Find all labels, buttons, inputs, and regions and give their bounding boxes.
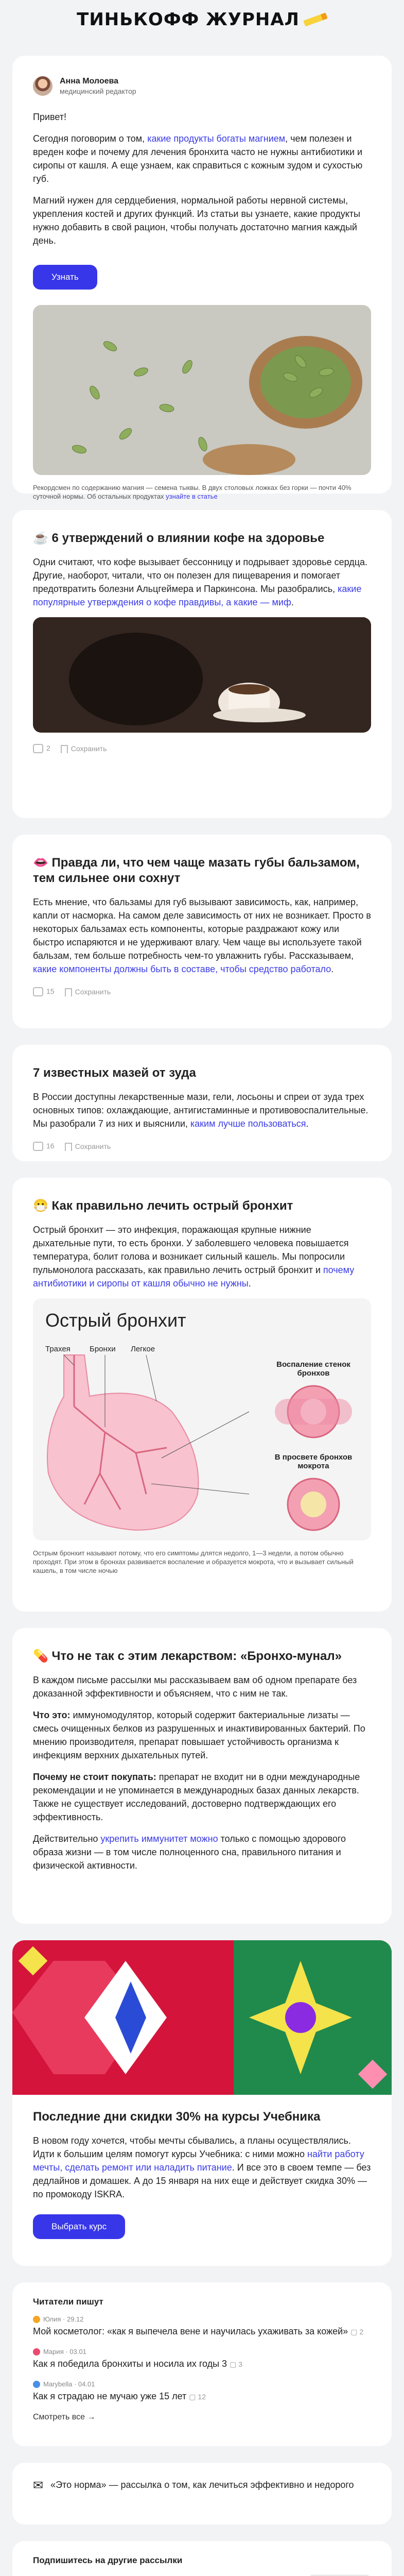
readers-more-link[interactable]: Смотреть все →: [33, 2413, 96, 2421]
norm-text: «Это норма» — рассылка о том, как лечиться эффективно и недорого: [50, 2480, 354, 2490]
coffee-card: [12, 510, 392, 818]
drug-paragraph-1: В каждом письме рассылки мы рассказываем вам об одном препарате без доказанной эффективности и объясняем, что с ним не так.: [33, 1675, 357, 1699]
comments-count[interactable]: 2: [33, 744, 50, 753]
author-block: [33, 76, 371, 96]
intro-paragraph-1: Сегодня поговорим о том, какие продукты богаты магнием, чем полезен и вреден кофе и почему для лечения бронхита часто не нужны антибиотики и сиропы от кашля. А еще узнаем, как справиться с кожным зудом и сухостью губ.: [33, 133, 363, 184]
courses-card: [12, 1940, 392, 2266]
coffee-paragraph: Одни считают, что кофе вызывает бессонницу и подрывает здоровье сердца. Другие, наоборот, читали, что он полезен для пищеварения и помогает предотвратить болезни Альцгеймера и Паркинсона. Мы разобрались, какие популярные утверждения о кофе правдивы, а какие — миф.: [33, 557, 368, 607]
itch-link[interactable]: каким лучше пользоваться: [190, 1118, 306, 1129]
author-role: медицинский редактор: [60, 87, 136, 95]
reader-item[interactable]: Marybella · 04.01 Как я страдаю не мучаю уже 15 лет ▢ 12: [33, 2380, 206, 2401]
header-logo[interactable]: [0, 0, 404, 39]
subs-title: Подпишитесь на другие рассылки: [33, 2555, 183, 2565]
learn-button[interactable]: Узнать: [33, 265, 97, 290]
user-avatar: [33, 2316, 40, 2323]
mail-icon: ✉: [33, 2479, 44, 2493]
bookmark-icon: [61, 745, 68, 753]
choose-course-button[interactable]: Выбрать курс: [33, 2214, 125, 2239]
immunity-link[interactable]: укрепить иммунитет можно: [100, 1834, 218, 1844]
greeting: Привет!: [33, 112, 67, 122]
itch-meta: [33, 1142, 371, 1151]
coffee-meta: [33, 744, 371, 753]
lips-paragraph: Есть мнение, что бальзамы для губ вызывают зависимость, как, например, капли от насморка. На самом деле зависимость от них не возникает. Просто в некоторых бальзамах есть компоненты, которые раздражают кожу или быстро испаряются и не удерживают влагу. Чем чаще вы используете такой бальзам, тем больше потребность чем-то увлажнить губы. Рассказываем, какие компоненты должны быть в составе, чтобы средство работало.: [33, 897, 371, 974]
readers-card: [12, 2282, 392, 2446]
lips-link[interactable]: какие компоненты должны быть в составе, чтобы средство работало: [33, 964, 331, 974]
coffee-link[interactable]: какие популярные утверждения о кофе правдивы, а какие — миф: [33, 584, 362, 607]
itch-title[interactable]: 7 известных мазей от зуда: [33, 1066, 196, 1080]
comment-icon: [33, 1142, 43, 1151]
save-link[interactable]: Сохранить: [65, 1142, 111, 1151]
bookmark-icon: [65, 988, 72, 996]
drug-paragraph-why: Почему не стоит покупать: препарат не входит ни в одни международные рекомендации и не упоминается в международных базах данных лекарств. Также не существует исследований, достоверно подтверждающих его эффективность.: [33, 1772, 360, 1822]
subscriptions-card: [12, 2541, 392, 2576]
magnesium-link[interactable]: какие продукты богаты магнием: [147, 133, 286, 144]
bronchitis-card: [12, 1178, 392, 1612]
user-avatar: [33, 2381, 40, 2388]
label-bronchi: Бронхи: [90, 1345, 116, 1353]
drug-card: [12, 1628, 392, 1924]
courses-link[interactable]: найти работу мечты, сделать ремонт или наладить питание: [33, 2149, 364, 2173]
caption-link[interactable]: узнайте в статье: [166, 493, 218, 500]
intro-paragraph-2: Магний нужен для сердцебиения, нормальной работы нервной системы, укрепления костей и других функций. Из статьи вы узнаете, какие продукты нужно добавить в свой рацион, чтобы получать достаточно магния каждый день.: [33, 195, 360, 246]
bronchitis-paragraph: Острый бронхит — это инфекция, поражающая крупные нижние дыхательные пути, то есть бронхи. У заболевшего человека повышается температура, болит голова и возникает сильный кашель. Мы попросили пульмонолога рассказать, как правильно лечить острый бронхит и почему антибиотики и сиропы от кашля обычно не нужны.: [33, 1225, 355, 1289]
norm-card: [12, 2463, 392, 2524]
reader-item[interactable]: Юлия · 29.12 Мой косметолог: «как я выпечела вене и научилась ухаживать за кожей» ▢ 2: [33, 2315, 364, 2336]
pen-icon: [303, 12, 327, 26]
drug-title[interactable]: 💊 Что не так с этим лекарством: «Бронхо-мунал»: [33, 1649, 342, 1663]
lips-card: [12, 835, 392, 1028]
label-lung: Легкое: [131, 1345, 155, 1353]
courses-title[interactable]: Последние дни скидки 30% на курсы Учебника: [33, 2110, 321, 2124]
comment-icon: [33, 744, 43, 753]
coffee-title[interactable]: ☕ 6 утверждений о влиянии кофе на здоровье: [33, 531, 325, 545]
label-trachea: Трахея: [45, 1345, 71, 1353]
comments-count[interactable]: 15: [33, 987, 55, 996]
diagram-title: Острый бронхит: [45, 1310, 186, 1331]
drug-paragraph-4: Действительно укрепить иммунитет можно только с помощью здорового образа жизни — в том числе полноценного сна, правильного питания и физической активности.: [33, 1834, 346, 1871]
reader-item[interactable]: Мария · 03.01 Как я победила бронхиты и носила их годы 3 ▢ 3: [33, 2348, 242, 2369]
logo-text: ТИНЬКОФФ ЖУРНАЛ: [77, 9, 327, 30]
comment-icon: [33, 987, 43, 996]
courses-paragraph: В новом году хочется, чтобы мечты сбывались, а планы осуществлялись. Идти к большим целям помогут курсы Учебника: с ними можно найти работу мечты, сделать ремонт или наладить питание. И все это в своем темпе — без дедлайнов и домашек. А до 15 января на них еще и действует скидка 30% — по промокоду ISKRA.: [33, 2136, 371, 2199]
label-mucus: В просвете бронхов мокрота: [274, 1453, 353, 1470]
label-inflammation: Воспаление стенок бронхов: [276, 1360, 350, 1378]
author-name: Анна Молоева: [60, 77, 119, 86]
coffee-image: [33, 617, 371, 733]
save-link[interactable]: Сохранить: [65, 988, 111, 996]
comments-count[interactable]: 16: [33, 1142, 55, 1151]
bronchitis-link[interactable]: почему антибиотики и сиропы от кашля обычно не нужны: [33, 1265, 355, 1289]
avatar: [33, 76, 52, 96]
itch-card: [12, 1045, 392, 1161]
lips-title[interactable]: 👄 Правда ли, что чем чаще мазать губы бальзамом, тем сильнее они сохнут: [33, 856, 360, 885]
intro-caption: Рекордсмен по содержанию магния — семена тыквы. В двух столовых ложках без горки — почти 40% суточной нормы. Об остальных продуктах узнайте в статье: [33, 484, 352, 500]
intro-card: [12, 56, 392, 500]
pumpkin-seeds-image: [33, 305, 371, 475]
bronchitis-title[interactable]: 😷 Как правильно лечить острый бронхит: [33, 1199, 293, 1213]
itch-paragraph: В России доступны лекарственные мази, гели, лосьоны и спреи от зуда трех основных типов: охлаждающие, антигистаминные и противовоспалительные. Мы разобрали 7 из них и выяснили, каким лучше пользоваться.: [33, 1092, 368, 1129]
user-avatar: [33, 2348, 40, 2355]
drug-paragraph-what: Что это: иммуномодулятор, который содержит бактериальные лизаты — смесь очищенных белков из разрушенных и инактивированных бактерий. По мнению производителя, препарат повышает устойчивость организма к инфекциям верхних дыхательных путей.: [33, 1710, 365, 1760]
bookmark-icon: [65, 1143, 72, 1151]
readers-title: Читатели пишут: [33, 2297, 103, 2307]
lips-meta: [33, 987, 371, 996]
save-link[interactable]: Сохранить: [61, 744, 107, 753]
bronchitis-diagram: [33, 1298, 371, 1540]
bronchitis-caption: Острым бронхит называют потому, что его симптомы длятся недолго, 1—3 недели, а потом обычно проходят. При этом в бронхах развивается воспаление и образуется мокрота, что и вызывает сильный кашель, в том числе ночью: [33, 1549, 354, 1574]
courses-banner: [12, 1940, 392, 2095]
